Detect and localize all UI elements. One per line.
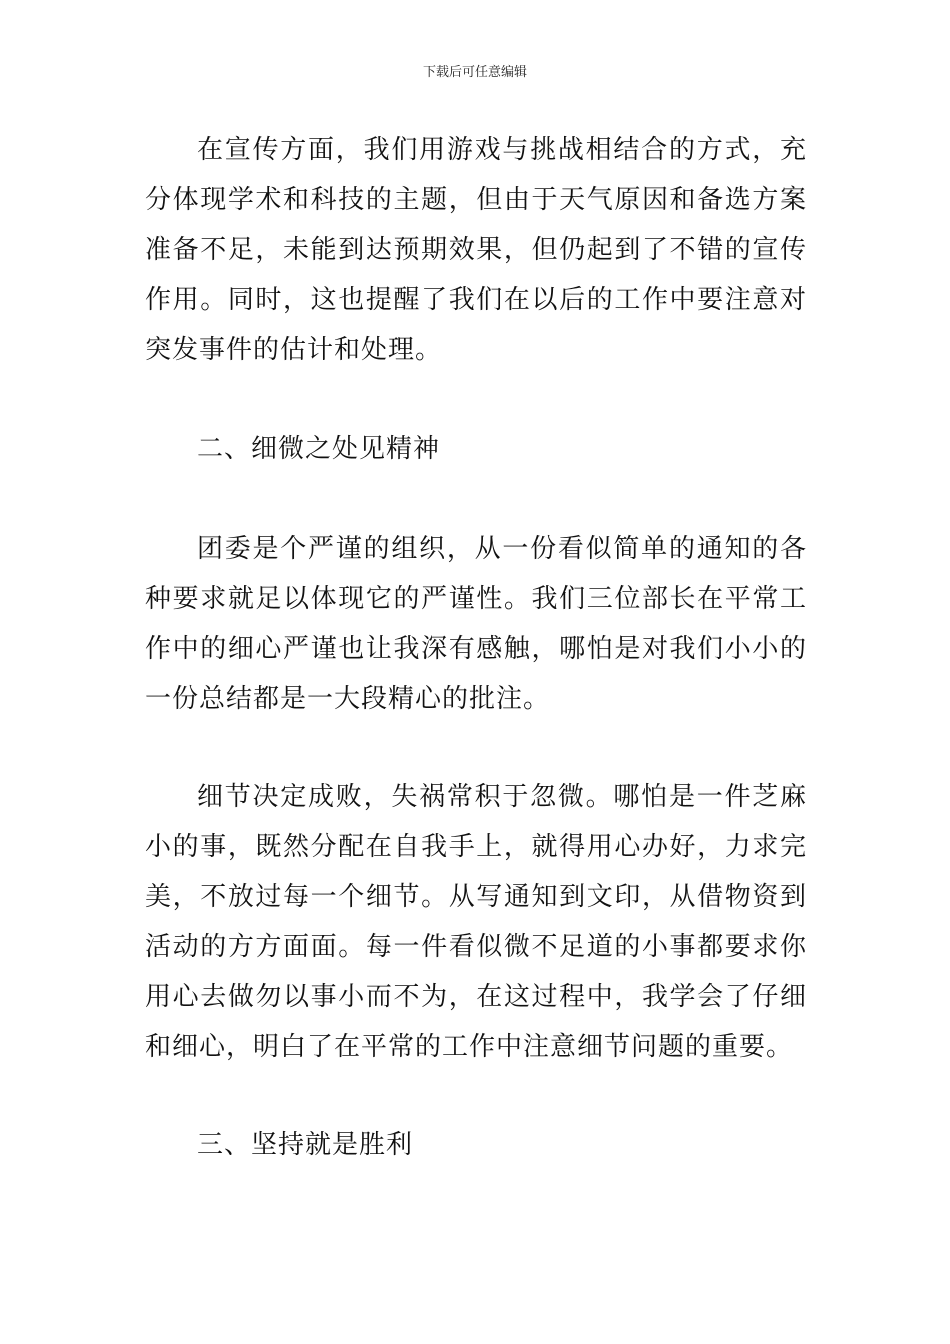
page-header: 下载后可任意编辑 bbox=[422, 65, 527, 80]
paragraph-publicity: 在宣传方面，我们用游戏与挑战相结合的方式，充分体现学术和科技的主题，但由于天气原因和备选方案准备不足，未能到达预期效果，但仍起到了不错的宣传作用。同时，这也提醒了我们在以后的工作中要注意对突发事件的估计和处理。 bbox=[145, 135, 807, 365]
paragraph-details-matter: 细节决定成败，失祸常积于忽微。哪怕是一件芝麻小的事，既然分配在自我手上，就得用心办好，力求完美，不放过每一个细节。从写通知到文印，从借物资到活动的方方面面。每一件看似微不足道的小事都要求你用心去做勿以事小而不为，在这过程中，我学会了仔细和细心，明白了在平常的工作中注意细节问题的重要。 bbox=[145, 782, 807, 1062]
section-heading-persistence: 三、坚持就是胜利 bbox=[197, 1130, 414, 1160]
paragraph-rigor: 团委是个严谨的组织，从一份看似简单的通知的各种要求就足以体现它的严谨性。我们三位部长在平常工作中的细心严谨也让我深有感触，哪怕是对我们小小的一份总结都是一大段精心的批注。 bbox=[145, 534, 807, 714]
section-heading-details: 二、细微之处见精神 bbox=[197, 434, 441, 464]
